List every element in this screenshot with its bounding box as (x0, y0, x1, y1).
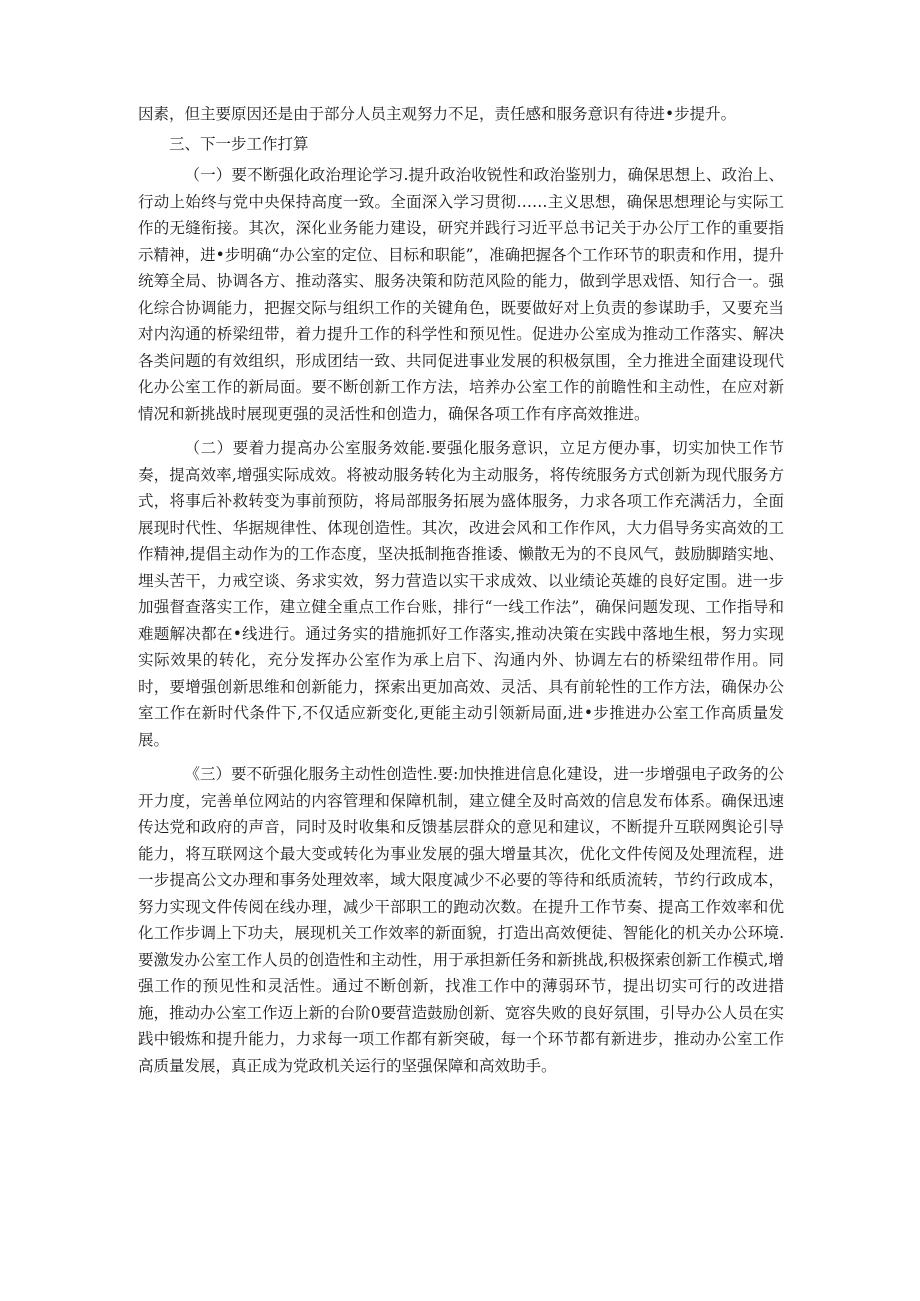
paragraph-2: （二）要着力提高办公室服务效能.要强化服务意识，立足方便办事，切实加快工作节奏，提高效率,增强实际成效。将被动服务转化为主动服务，将传统服务方式创新为现代服务方式，将事后补救转变为事前预防，将局部服务拓展为盛体服务，力求各项工作充满活力，全面展现时代性、华据规律性、体现创造性。其次，改进会风和工作作风，大力倡导务实高效的工作精神,提倡主动作为的工作态度，坚决抵制拖沓推诿、懒散无为的不良风气，鼓励脚踏实地、埋头苦干，力戒空谈、务求实效，努力营造以实干求成效、以业绩论英雄的良好定围。进一步加强督查落实工作，建立健全重点工作台账，排行“一线工作法”，确保问题发现、工作指导和难题解决都在•线进行。通过务实的措施抓好工作落实,推动决策在实践中落地生根，努力实现实际效果的转化，充分发挥办公室作为承上启下、沟通内外、协调左右的桥梁纽带作用。同时，要增强创新思维和创新能力，探索出更加高效、灵活、具有前轮性的工作方法，确保办公室工作在新时代条件下,不仅适应新变化,更能主动引领新局面,进•步推进办公室工作高质量发展。 (138, 439, 784, 749)
paragraph-3: 《三）要不斫强化服务主动性创造性.要:加快推进信息化建设，进一步增强电子政务的公开力度，完善单位网站的内容管理和保障机制，建立健全及时高效的信息发布体系。确保迅速传达党和政府的声音，同时及时收集和反馈基层群众的意见和建议，不断提升互联网舆论引导能力，将互联网这个最大变或转化为事业发展的强大增量其次，优化文件传阅及处理流程，进一步提高公文办理和事务处理效率，域大限度减少不必要的等待和纸质流转，节约行政成本，努力实现文件传阅在线办理，减少干部职工的跑动次数。在提升工作节奏、提高工作效率和优化工作步调上下功夫，展现机关工作效率的新面貌，打造出高效便徒、智能化的机关办公环境.要激发办公室工作人员的创造性和主动性，用于承担新任务和新挑战,积极探索创新工作模式,增强工作的预见性和灵活性。通过不断创新，找准工作中的薄弱环节，提出切实可行的改进措施，推动办公室工作迈上新的台阶0要营造鼓励创新、宽容失败的良好氛围，引导办公人员在实践中锻炼和提升能力，力求每一项工作都有新突破，每一个环节都有新进步，推动办公室工作高质量发展，真正成为党政机关运行的坚强保障和高效助手。 (138, 765, 784, 1075)
section-heading: 三、下一步工作打算 (169, 134, 309, 153)
document-body (138, 101, 784, 1079)
paragraph-1: （一）要不断强化政治理论学习.提升政治收锐性和政治鉴别力，确保思想上、政治上、行动上始终与党中央保持高度一致。全面深入学习贯彻……主义思想，确保思想理论与实际工作的无缝衔接。其次，深化业务能力建设，研究并践行习近平总书记关于办公厅工作的重要指示精神，进•步明确“办公室的定位、目标和职能”，准确把握各个工作环节的职责和作用，提升统筹全局、协调各方、推动落实、服务决策和防范风险的能力，做到学思戏悟、知行合一。强化综合协调能力，把握交际与组织工作的关键角色，既要做好对上负责的参谋助手，又要充当对内沟通的桥梁纽带，着力提升工作的科学性和预见性。促进办公室成为推动工作落实、解决各类问题的有效组织，形成团结一致、共同促进事业发展的积极氛围，全力推进全面建设现代化办公室工作的新局面。要不断创新工作方法，培养办公室工作的前瞻性和主动性，在应对新情况和新挑战时展现更强的灵活性和创造力，确保各项工作有序高效推进。 (138, 166, 784, 423)
lead-line: 因素，但主要原因还是由于部分人员主观努力不足，责任感和服务意识有待进•步提升。 (138, 105, 737, 123)
